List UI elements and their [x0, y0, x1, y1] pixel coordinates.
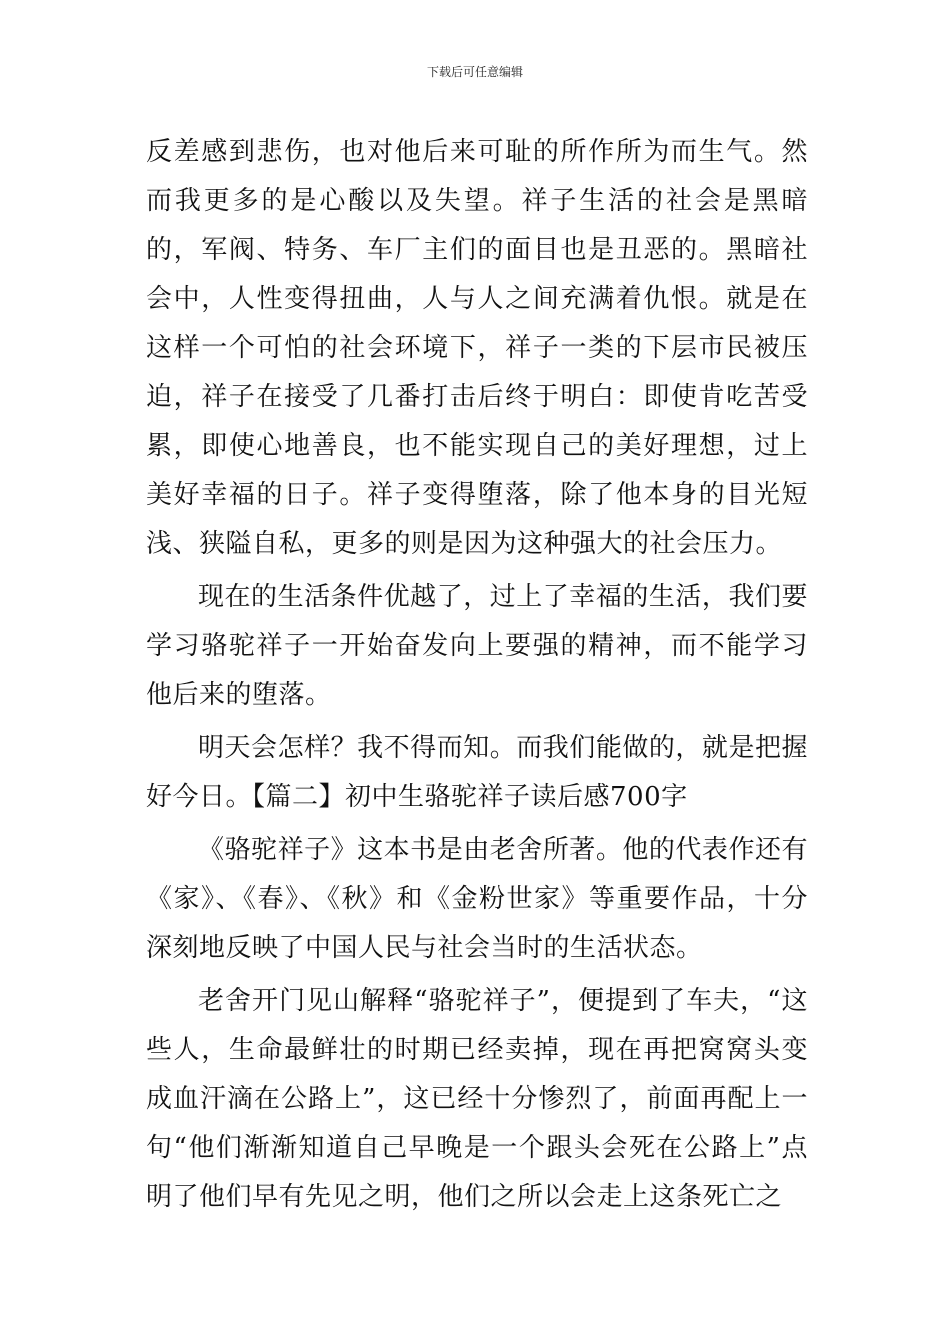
paragraph-2: 现在的生活条件优越了，过上了幸福的生活，我们要学习骆驼祥子一开始奋发向上要强的精神，而不能学习他后来的堕落。 — [146, 582, 808, 710]
page-header: 下载后可任意编辑 — [426, 65, 523, 79]
paragraph-4: 《骆驼祥子》这本书是由老舍所著。他的代表作还有《家》、《春》、《秋》和《金粉世家》等重要作品，十分深刻地反映了中国人民与社会当时的生活状态。 — [146, 835, 808, 963]
paragraph-1: 反差感到悲伤，也对他后来可耻的所作所为而生气。然而我更多的是心酸以及失望。祥子生活的社会是黑暗的，军阀、特务、车厂主们的面目也是丑恶的。黑暗社会中，人性变得扭曲，人与人之间充满着仇恨。就是在这样一个可怕的社会环境下，祥子一类的下层市民被压迫，祥子在接受了几番打击后终于明白：即使肯吃苦受累，即使心地善良，也不能实现自己的美好理想，过上美好幸福的日子。祥子变得堕落，除了他本身的目光短浅、狭隘自私，更多的则是因为这种强大的社会压力。 — [146, 137, 808, 559]
paragraph-5: 老舍开门见山解释“骆驼祥子”，便提到了车夫，“这些人，生命最鲜壮的时期已经卖掉，现在再把窝窝头变成血汗滴在公路上”，这已经十分惨烈了，前面再配上一句“他们渐渐知道自己早晚是一个跟头会死在公路上”点明了他们早有先见之明，他们之所以会走上这条死亡之 — [146, 986, 808, 1212]
paragraph-3: 明天会怎样？我不得而知。而我们能做的，就是把握好今日。【篇二】初中生骆驼祥子读后感700字 — [146, 733, 808, 812]
document-body — [146, 128, 808, 1226]
